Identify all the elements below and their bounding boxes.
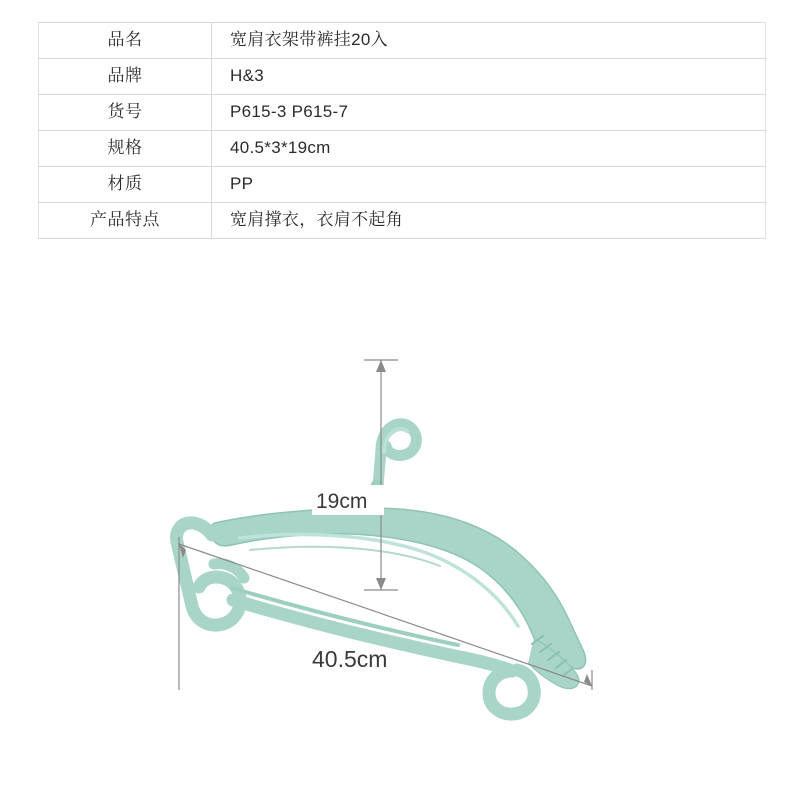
- spec-table: [38, 22, 766, 239]
- table-row: [39, 59, 766, 95]
- spec-value: P615-3 P615-7: [212, 95, 766, 131]
- spec-value: H&3: [212, 59, 766, 95]
- spec-value: 宽肩衣架带裤挂20入: [212, 23, 766, 59]
- product-figure: [0, 300, 800, 740]
- height-dimension: [364, 360, 398, 590]
- spec-label: 货号: [39, 95, 212, 131]
- table-row: [39, 167, 766, 203]
- width-dimension-label: 40.5cm: [312, 646, 388, 672]
- height-dimension-label: 19cm: [316, 490, 368, 513]
- spec-value: 40.5*3*19cm: [212, 131, 766, 167]
- table-row: [39, 131, 766, 167]
- product-spec-table: [38, 22, 766, 239]
- spec-label: 产品特点: [39, 203, 212, 239]
- spec-label: 品名: [39, 23, 212, 59]
- spec-label: 规格: [39, 131, 212, 167]
- table-row: [39, 95, 766, 131]
- spec-value: 宽肩撑衣，衣肩不起角: [212, 203, 766, 239]
- spec-value: PP: [212, 167, 766, 203]
- table-row: [39, 203, 766, 239]
- table-row: [39, 23, 766, 59]
- spec-label: 品牌: [39, 59, 212, 95]
- spec-label: 材质: [39, 167, 212, 203]
